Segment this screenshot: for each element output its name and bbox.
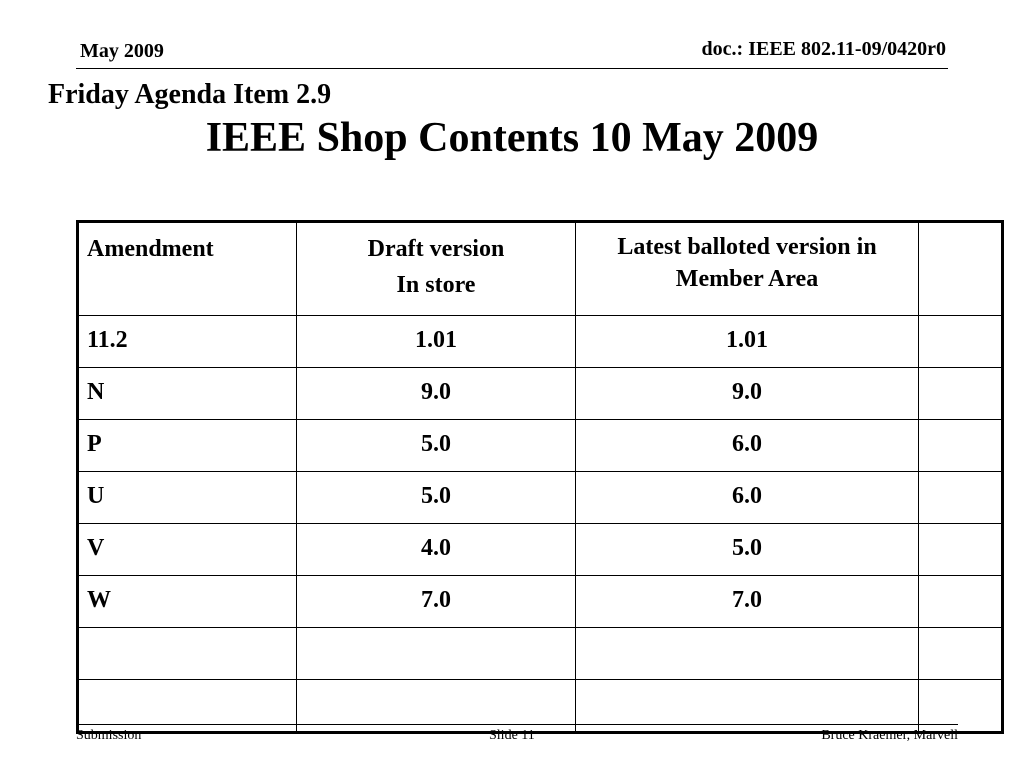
cell-draft-version [297, 628, 576, 680]
cell-draft-version: 4.0 [297, 524, 576, 576]
cell-draft-version: 9.0 [297, 368, 576, 420]
cell-amendment: U [78, 472, 297, 524]
table-row [78, 576, 1003, 628]
footer-submission: Submission [76, 728, 142, 743]
contents-table-wrapper [76, 220, 998, 734]
cell-latest-balloted: 6.0 [576, 420, 919, 472]
footer-slide-number: Slide 11 [489, 728, 535, 743]
cell-draft-version: 7.0 [297, 576, 576, 628]
cell-latest-balloted: 5.0 [576, 524, 919, 576]
table-row [78, 524, 1003, 576]
cell-amendment [78, 628, 297, 680]
header-draft-line1: Draft version [367, 236, 505, 262]
cell-extra [919, 628, 1003, 680]
slide-title: IEEE Shop Contents 10 May 2009 [205, 115, 819, 161]
cell-amendment: W [78, 576, 297, 628]
cell-draft-version: 1.01 [297, 316, 576, 368]
cell-amendment: 11.2 [78, 316, 297, 368]
cell-draft-version: 5.0 [297, 420, 576, 472]
cell-amendment: N [78, 368, 297, 420]
cell-amendment: V [78, 524, 297, 576]
cell-extra [919, 576, 1003, 628]
header-rule [76, 68, 948, 69]
cell-latest-balloted: 1.01 [576, 316, 919, 368]
cell-extra [919, 524, 1003, 576]
cell-latest-balloted: 6.0 [576, 472, 919, 524]
table-row [78, 368, 1003, 420]
footer-rule [76, 724, 958, 725]
header-amendment: Amendment [78, 222, 297, 316]
cell-extra [919, 316, 1003, 368]
table-row [78, 420, 1003, 472]
table-header-row [78, 222, 1003, 316]
cell-extra [919, 420, 1003, 472]
cell-draft-version: 5.0 [297, 472, 576, 524]
header-draft-line2: In store [396, 272, 476, 298]
cell-extra [919, 472, 1003, 524]
agenda-item: Friday Agenda Item 2.9 [48, 79, 332, 110]
header-latest-balloted: Latest balloted version in Member Area [576, 222, 919, 316]
header-date: May 2009 [80, 40, 164, 62]
contents-table [76, 220, 1004, 734]
header-extra [919, 222, 1003, 316]
cell-latest-balloted: 7.0 [576, 576, 919, 628]
footer-author: Bruce Kraemer, Marvell [821, 728, 958, 743]
table-row [78, 472, 1003, 524]
header-draft-version [297, 222, 576, 316]
table-row [78, 628, 1003, 680]
cell-amendment: P [78, 420, 297, 472]
table-row [78, 316, 1003, 368]
header-doc-id: doc.: IEEE 802.11-09/0420r0 [701, 38, 946, 60]
cell-latest-balloted: 9.0 [576, 368, 919, 420]
table-body [78, 316, 1003, 733]
cell-extra [919, 368, 1003, 420]
cell-latest-balloted [576, 628, 919, 680]
